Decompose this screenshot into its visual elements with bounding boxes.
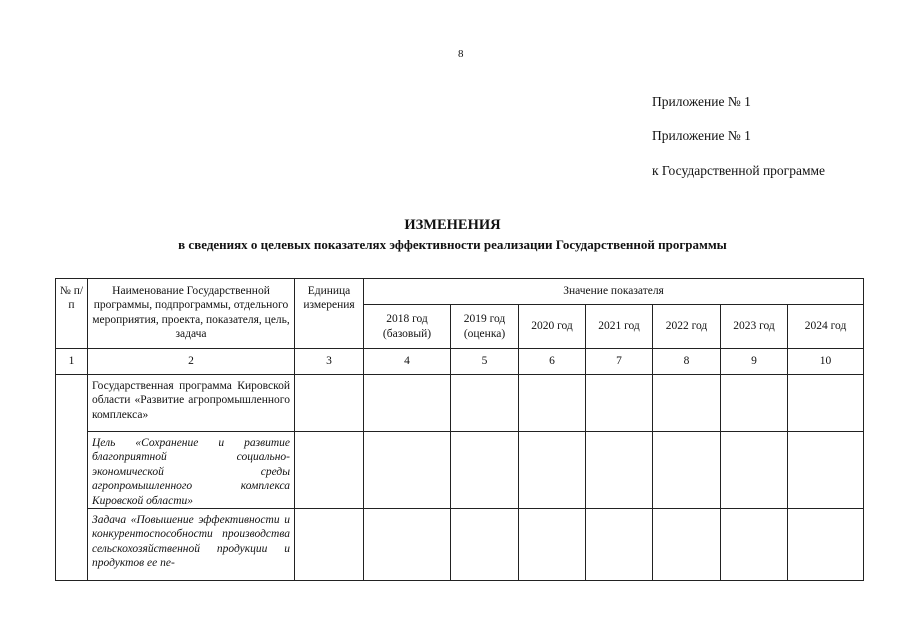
header-unit: Единица измерения: [295, 279, 364, 349]
column-number: 9: [721, 349, 788, 375]
column-number: 2: [88, 349, 295, 375]
table-row: [56, 508, 864, 580]
empty-cell: [364, 375, 451, 432]
header-name: Наименование Государственной программы, подпрограммы, отдельного мероприятия, проекта, показателя, цель, задача: [88, 279, 295, 349]
empty-cell: [451, 508, 519, 580]
column-number: 10: [788, 349, 864, 375]
header-year: 2022 год: [653, 305, 721, 349]
page-number: 8: [458, 48, 464, 60]
header-values: Значение показателя: [364, 279, 864, 305]
empty-cell: [586, 508, 653, 580]
row-name-program: Государственная программа Кировской области «Развитие агропромышленного комплекса»: [88, 375, 295, 432]
column-number: 6: [519, 349, 586, 375]
empty-cell: [721, 432, 788, 509]
empty-cell: [788, 375, 864, 432]
header-year: 2019 год (оценка): [451, 305, 519, 349]
header-year: 2023 год: [721, 305, 788, 349]
row-name-goal: Цель «Сохранение и развитие благоприятной социально-экономической среды агропромышленного комплекса Кировской области»: [88, 432, 295, 509]
empty-cell: [451, 375, 519, 432]
empty-cell: [519, 432, 586, 509]
row-number-cell: [56, 375, 88, 581]
column-number: 3: [295, 349, 364, 375]
empty-cell: [295, 375, 364, 432]
table-row: [56, 432, 864, 509]
table-row: [56, 375, 864, 432]
empty-cell: [451, 432, 519, 509]
empty-cell: [586, 432, 653, 509]
empty-cell: [788, 508, 864, 580]
document-title: ИЗМЕНЕНИЯ: [404, 217, 501, 233]
empty-cell: [653, 432, 721, 509]
row-name-task: Задача «Повышение эффективности и конкурентоспособности производства сельскохозяйственной продукции и продуктов ее пе-: [88, 508, 295, 580]
empty-cell: [788, 432, 864, 509]
empty-cell: [519, 375, 586, 432]
empty-cell: [653, 375, 721, 432]
column-number: 4: [364, 349, 451, 375]
appendix-line-2: Приложение № 1: [652, 128, 751, 143]
indicators-table: [55, 278, 864, 581]
header-year: 2020 год: [519, 305, 586, 349]
appendix-line-1: Приложение № 1: [652, 94, 751, 109]
empty-cell: [364, 432, 451, 509]
empty-cell: [364, 508, 451, 580]
header-year: 2024 год: [788, 305, 864, 349]
empty-cell: [295, 432, 364, 509]
empty-cell: [519, 508, 586, 580]
document-subtitle: в сведениях о целевых показателях эффективности реализации Государственной программы: [178, 237, 727, 252]
header-year: 2018 год (базовый): [364, 305, 451, 349]
column-number: 8: [653, 349, 721, 375]
column-number: 5: [451, 349, 519, 375]
header-num: № п/п: [56, 279, 88, 349]
column-number: 7: [586, 349, 653, 375]
empty-cell: [586, 375, 653, 432]
column-number: 1: [56, 349, 88, 375]
header-year: 2021 год: [586, 305, 653, 349]
empty-cell: [295, 508, 364, 580]
appendix-line-3: к Государственной программе: [652, 163, 826, 178]
empty-cell: [721, 508, 788, 580]
empty-cell: [653, 508, 721, 580]
empty-cell: [721, 375, 788, 432]
